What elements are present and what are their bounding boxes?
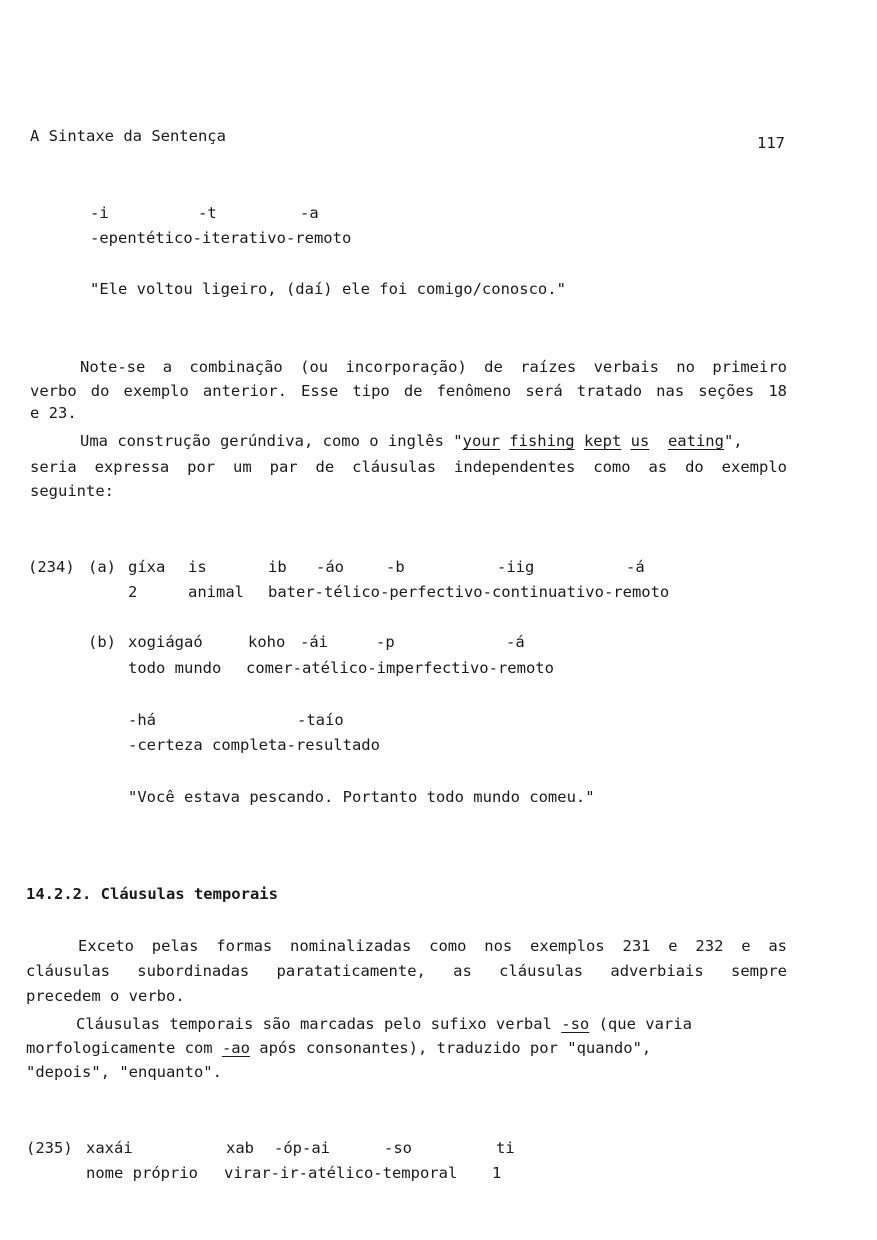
morpheme: xaxái bbox=[86, 1139, 133, 1157]
morpheme: xogiágaó bbox=[128, 633, 203, 651]
text-line bbox=[76, 1017, 692, 1033]
morpheme: ti bbox=[496, 1139, 515, 1157]
morpheme: -so bbox=[384, 1139, 412, 1157]
gloss-line: -epentético-iterativo-remoto bbox=[90, 229, 352, 247]
example-number: (235) bbox=[26, 1139, 73, 1157]
text-run: Cláusulas temporais são marcadas pelo sufixo verbal bbox=[76, 1015, 562, 1033]
section-heading: 14.2.2. Cláusulas temporais bbox=[26, 885, 278, 903]
text-line bbox=[26, 1041, 651, 1057]
gloss: animal bbox=[188, 583, 244, 601]
gloss: bater-télico-perfectivo-continuativo-remoto bbox=[268, 583, 670, 601]
free-translation: "Ele voltou ligeiro, (daí) ele foi comigo/conosco." bbox=[90, 280, 566, 298]
underlined-word: us bbox=[630, 432, 650, 450]
text-run: após consonantes), traduzido por "quando", bbox=[249, 1039, 652, 1057]
morpheme: -i bbox=[90, 204, 109, 222]
morpheme: xab bbox=[226, 1139, 254, 1157]
text-line: Note-se a combinação (ou incorporação) de raízes verbais no primeiro bbox=[80, 358, 787, 376]
morpheme: -a bbox=[300, 204, 319, 222]
morpheme: -taío bbox=[297, 711, 344, 729]
underlined-word: fishing bbox=[509, 432, 575, 450]
text-line: cláusulas subordinadas parataticamente, as cláusulas adverbiais sempre bbox=[26, 962, 787, 980]
running-title: A Sintaxe da Sentença bbox=[30, 127, 226, 145]
morpheme: -óp-ai bbox=[274, 1139, 330, 1157]
text-run: Uma construção gerúndiva, como o inglês " bbox=[80, 432, 463, 450]
morpheme: -áo bbox=[316, 558, 344, 576]
gloss: 2 bbox=[128, 583, 138, 601]
suffix: -ao bbox=[221, 1039, 250, 1057]
text-line: verbo do exemplo anterior. Esse tipo de fenômeno será tratado nas seções 18 bbox=[30, 382, 787, 400]
example-label: (a) bbox=[88, 558, 116, 576]
text-line: e 23. bbox=[30, 404, 77, 422]
underlined-word: eating bbox=[667, 432, 724, 450]
morpheme: -á bbox=[506, 633, 525, 651]
gloss-line: -certeza completa-resultado bbox=[128, 736, 380, 754]
text-line: seria expressa por um par de cláusulas independentes como as do exemplo bbox=[30, 458, 787, 476]
text-run: morfologicamente com bbox=[26, 1039, 222, 1057]
example-number: (234) bbox=[28, 558, 75, 576]
morpheme: -iig bbox=[497, 558, 535, 576]
morpheme: -á bbox=[626, 558, 645, 576]
text-line: precedem o verbo. bbox=[26, 987, 185, 1005]
text-run: ", bbox=[723, 432, 743, 450]
morpheme: -b bbox=[386, 558, 405, 576]
gloss: 1 bbox=[492, 1164, 502, 1182]
morpheme: is bbox=[188, 558, 207, 576]
gloss: comer-atélico-imperfectivo-remoto bbox=[246, 659, 554, 677]
morpheme: ib bbox=[268, 558, 287, 576]
underlined-word: your bbox=[462, 432, 500, 450]
gloss: virar-ir-atélico-temporal bbox=[224, 1164, 458, 1182]
morpheme: -ái bbox=[300, 633, 328, 651]
morpheme: -há bbox=[128, 711, 156, 729]
text-run: (que varia bbox=[589, 1015, 692, 1033]
text-line: seguinte: bbox=[30, 482, 114, 500]
page-number: 117 bbox=[757, 134, 785, 152]
gloss: todo mundo bbox=[128, 659, 222, 677]
gloss: nome próprio bbox=[86, 1164, 198, 1182]
suffix: -so bbox=[561, 1015, 590, 1033]
morpheme: koho bbox=[248, 633, 286, 651]
example-label: (b) bbox=[88, 633, 116, 651]
morpheme: -t bbox=[198, 204, 217, 222]
free-translation: "Você estava pescando. Portanto todo mundo comeu." bbox=[128, 788, 595, 806]
morpheme: gíxa bbox=[128, 558, 166, 576]
text-line bbox=[80, 434, 743, 450]
text-line: "depois", "enquanto". bbox=[26, 1063, 222, 1081]
text-line: Exceto pelas formas nominalizadas como nos exemplos 231 e 232 e as bbox=[78, 937, 787, 955]
morpheme: -p bbox=[376, 633, 395, 651]
underlined-word: kept bbox=[583, 432, 622, 450]
